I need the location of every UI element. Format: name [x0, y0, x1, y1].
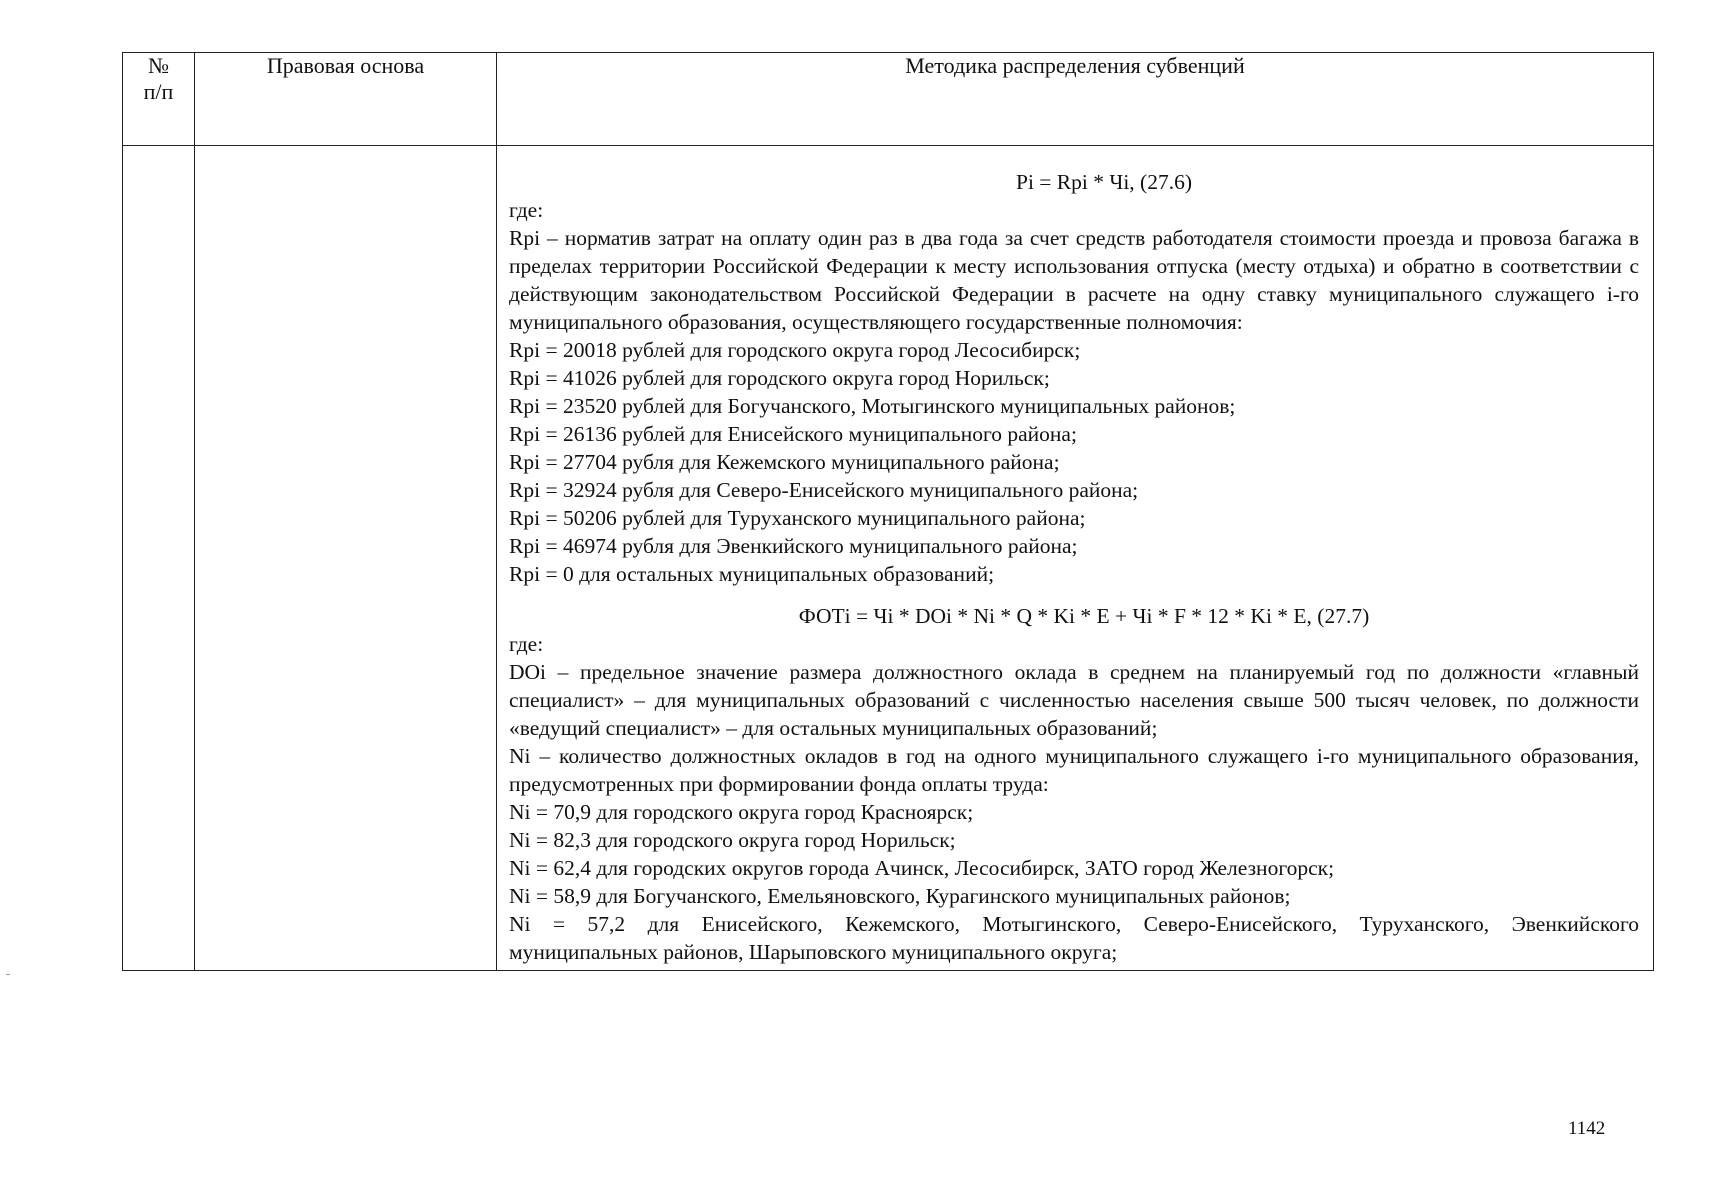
ni-value-line: Ni = 82,3 для городского округа город Норильск;	[509, 828, 956, 852]
where-label: где:	[509, 198, 544, 222]
formula-27-7: ФОТi = Чi * DOi * Ni * Q * Ki * E + Чi * F * 12 * Ki * E, (27.7)	[798, 604, 1370, 628]
subvention-table	[122, 52, 1654, 971]
cell-legal-basis	[195, 146, 497, 971]
doi-definition: DOi – предельное значение размера должностного оклада в среднем на планируемый год по должности «главный специалист» – для муниципальных образований с численностью населения свыше 500 тысяч человек, по должности «ведущий специалист» – для остальных муниципальных образований;	[509, 660, 1639, 740]
rpi-value-line: Rpi = 23520 рублей для Богучанского, Мотыгинского муниципальных районов;	[509, 394, 1236, 418]
rpi-value-line: Rpi = 50206 рублей для Туруханского муниципального района;	[509, 506, 1086, 530]
rpi-value-line: Rpi = 32924 рубля для Северо-Енисейского муниципального района;	[509, 478, 1139, 502]
rpi-definition: Rpi – норматив затрат на оплату один раз в два года за счет средств работодателя стоимости проезда и провоза багажа в пределах территории Российской Федерации к месту использования отпуска (месту отдыха) и обратно в соответствии с действующим законодательством Российской Федерации в расчете на одну ставку муниципального служащего i-го муниципального образования, осуществляющего государственные полномочия:	[509, 226, 1639, 334]
header-methodology: Методика распределения субвенций	[497, 53, 1654, 146]
scan-margin-mark	[6, 974, 10, 975]
ni-value-line: Ni = 70,9 для городского округа город Красноярск;	[509, 800, 974, 824]
header-legal-basis: Правовая основа	[195, 53, 497, 146]
ni-value-line: Ni = 57,2 для Енисейского, Кежемского, Мотыгинского, Северо-Енисейского, Туруханского, Эвенкийского муниципальных районов, Шарыповского муниципального округа;	[509, 912, 1639, 964]
cell-methodology	[497, 146, 1654, 971]
ni-value-line: Ni = 62,4 для городских округов города Ачинск, Лесосибирск, ЗАТО город Железногорск;	[509, 856, 1335, 880]
header-number-symbol: №	[148, 53, 169, 78]
ni-definition: Ni – количество должностных окладов в год на одного муниципального служащего i-го муниципального образования, предусмотренных при формировании фонда оплаты труда:	[509, 744, 1639, 796]
table-row	[123, 146, 1654, 971]
rpi-value-line: Rpi = 41026 рублей для городского округа город Норильск;	[509, 366, 1050, 390]
rpi-value-line: Rpi = 26136 рублей для Енисейского муниципального района;	[509, 422, 1077, 446]
formula-27-6: Pi = Rpi * Чi, (27.6)	[1015, 170, 1192, 194]
cell-number	[123, 146, 195, 971]
ni-value-line: Ni = 58,9 для Богучанского, Емельяновского, Курагинского муниципальных районов;	[509, 884, 1291, 908]
table-header-row	[123, 53, 1654, 146]
header-number	[123, 53, 195, 146]
header-number-abbrev: п/п	[143, 79, 174, 104]
rpi-value-line: Rpi = 0 для остальных муниципальных образований;	[509, 562, 995, 586]
rpi-value-line: Rpi = 46974 рубля для Эвенкийского муниципального района;	[509, 534, 1078, 558]
where-label: где:	[509, 632, 544, 656]
rpi-value-line: Rpi = 20018 рублей для городского округа город Лесосибирск;	[509, 338, 1081, 362]
rpi-value-line: Rpi = 27704 рубля для Кежемского муниципального района;	[509, 450, 1060, 474]
page-number: 1142	[1568, 1118, 1606, 1139]
